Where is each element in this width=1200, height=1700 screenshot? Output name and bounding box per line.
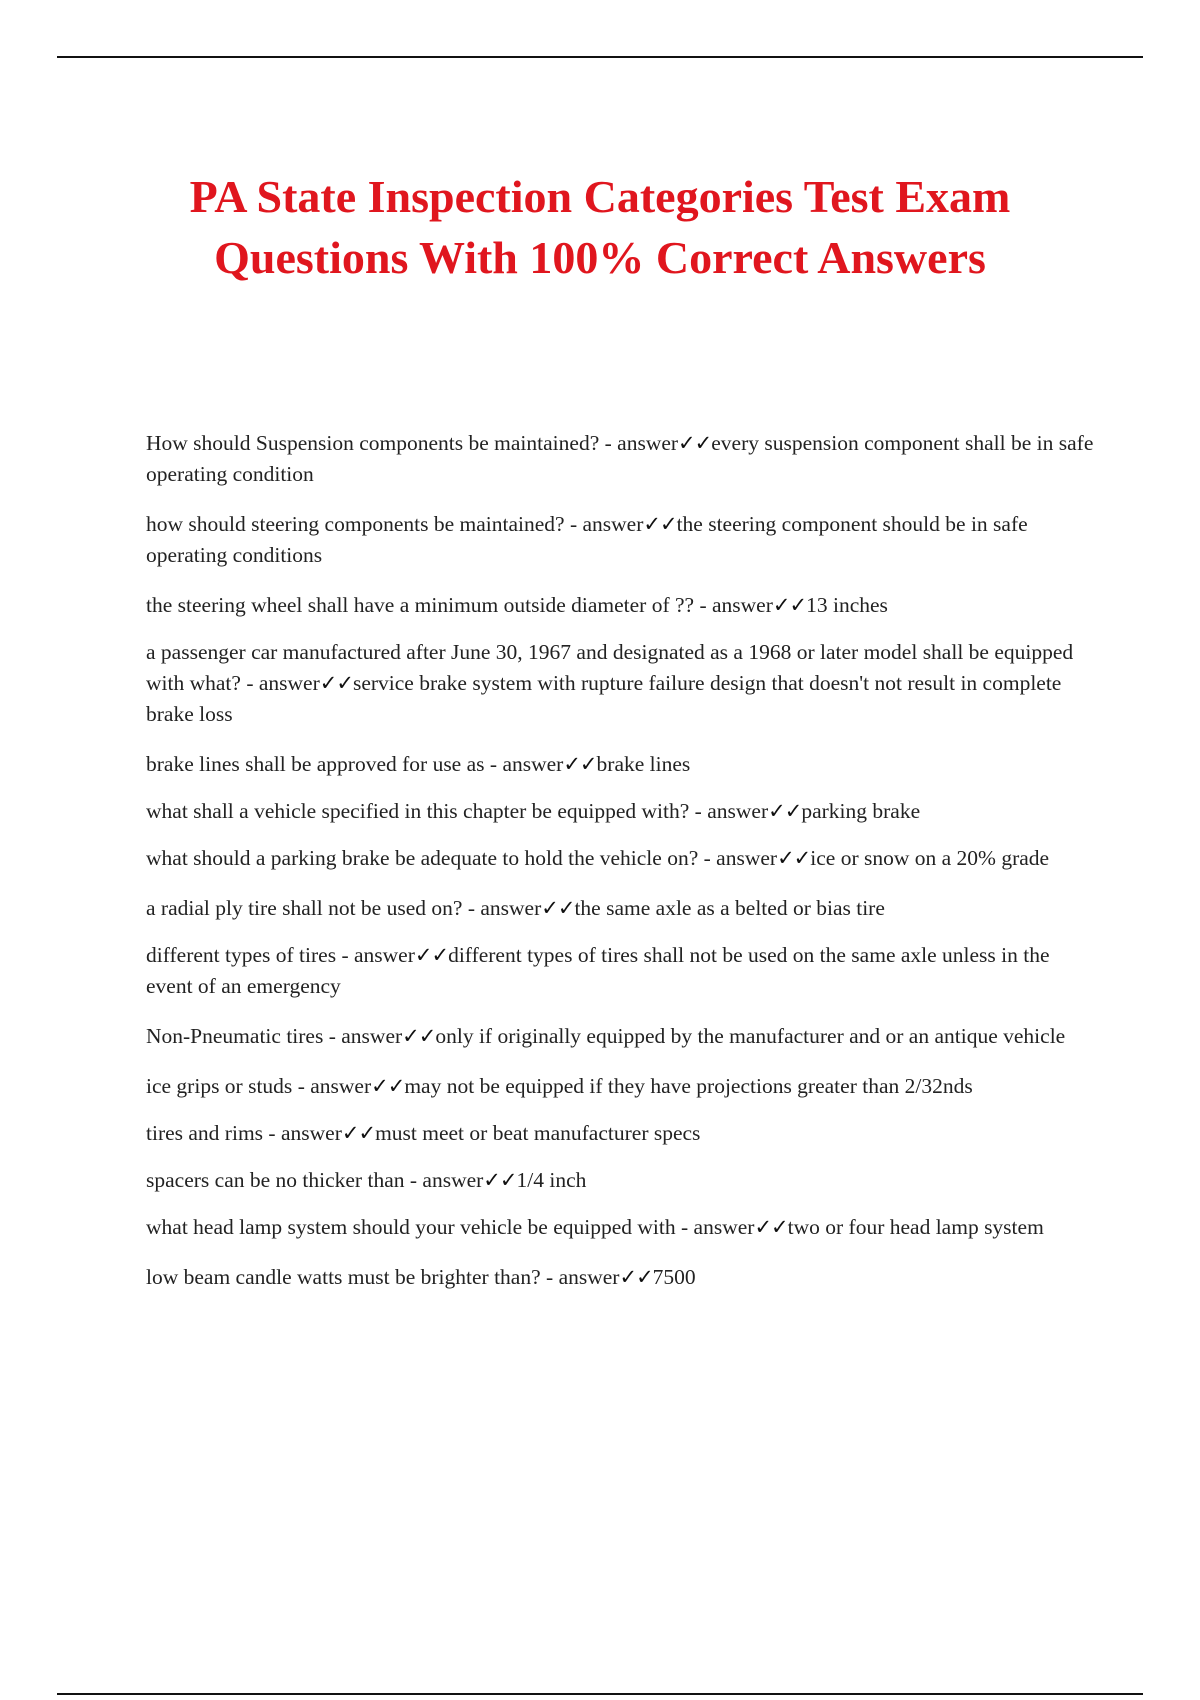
separator: - <box>263 1121 281 1145</box>
answer-text: brake lines <box>596 752 691 776</box>
answer-label: answer <box>353 943 415 967</box>
bottom-rule <box>57 1693 1143 1695</box>
answer-text: must meet or beat manufacturer specs <box>375 1121 701 1145</box>
question-text: ice grips or studs <box>146 1074 293 1098</box>
qa-item <box>146 843 1101 874</box>
double-check-icon: ✓✓ <box>643 512 677 536</box>
qa-item <box>146 749 1101 780</box>
question-text: the steering wheel shall have a minimum outside diameter of ?? <box>146 593 695 617</box>
separator: - <box>689 799 708 823</box>
double-check-icon: ✓✓ <box>754 1215 788 1239</box>
separator: - <box>404 1168 423 1192</box>
document-title <box>100 166 1100 288</box>
answer-label: answer <box>310 1074 372 1098</box>
qa-item <box>146 637 1101 730</box>
answer-label: answer <box>280 1121 342 1145</box>
question-text: How should Suspension components be maintained? <box>146 431 600 455</box>
question-text: what head lamp system should your vehicle be equipped with <box>146 1215 676 1239</box>
separator: - <box>323 1024 342 1048</box>
answer-text: ice or snow on a 20% grade <box>810 846 1050 870</box>
answer-label: answer <box>582 512 644 536</box>
answer-text: only if originally equipped by the manufacturer and or an antique vehicle <box>435 1024 1066 1048</box>
double-check-icon: ✓✓ <box>371 1074 405 1098</box>
double-check-icon: ✓✓ <box>402 1024 436 1048</box>
answer-label: answer <box>258 671 320 695</box>
answer-text: every suspension component shall be in safe operating condition <box>146 431 1094 486</box>
question-text: a passenger car manufactured after June 30, 1967 and designated as a 1968 or later model shall be equipped with what? <box>146 640 1074 695</box>
double-check-icon: ✓✓ <box>563 752 597 776</box>
question-text: a radial ply tire shall not be used on? <box>146 896 463 920</box>
answer-label: answer <box>707 799 769 823</box>
top-rule <box>57 56 1143 58</box>
title-line-1: PA State Inspection Categories Test Exam <box>189 171 1011 222</box>
question-text: different types of tires <box>146 943 337 967</box>
double-check-icon: ✓✓ <box>341 1121 376 1145</box>
answer-label: answer <box>502 752 564 776</box>
answer-label: answer <box>558 1265 620 1289</box>
double-check-icon: ✓✓ <box>768 799 802 823</box>
qa-item <box>146 940 1101 1002</box>
answer-text: 13 inches <box>806 593 888 617</box>
double-check-icon: ✓✓ <box>319 671 353 695</box>
separator: - <box>599 431 618 455</box>
separator: - <box>698 846 717 870</box>
answer-label: answer <box>712 593 773 617</box>
answer-label: answer <box>716 846 778 870</box>
qa-item <box>146 428 1101 490</box>
qa-item <box>146 893 1101 924</box>
qa-item <box>146 509 1101 571</box>
answer-text: parking brake <box>801 799 921 823</box>
question-text: Non-Pneumatic tires <box>146 1024 324 1048</box>
qa-item <box>146 1118 1101 1149</box>
separator: - <box>540 1265 559 1289</box>
double-check-icon: ✓✓ <box>772 593 807 617</box>
qa-item <box>146 590 1101 621</box>
separator: - <box>462 896 481 920</box>
question-text: how should steering components be maintained? <box>146 512 565 536</box>
qa-item <box>146 1071 1101 1102</box>
separator: - <box>336 943 354 967</box>
separator: - <box>484 752 503 776</box>
question-text: spacers can be no thicker than <box>146 1168 405 1192</box>
answer-label: answer <box>422 1168 484 1192</box>
answer-label: answer <box>341 1024 403 1048</box>
qa-item <box>146 1262 1101 1293</box>
answer-text: 7500 <box>652 1265 696 1289</box>
qa-item <box>146 1021 1101 1052</box>
separator: - <box>675 1215 694 1239</box>
double-check-icon: ✓✓ <box>541 896 575 920</box>
answer-label: answer <box>617 431 679 455</box>
separator: - <box>694 593 712 617</box>
answer-text: the steering component should be in safe operating conditions <box>146 512 1028 567</box>
qa-item <box>146 1212 1101 1243</box>
question-text: what should a parking brake be adequate to hold the vehicle on? <box>146 846 699 870</box>
double-check-icon: ✓✓ <box>483 1168 517 1192</box>
answer-text: different types of tires shall not be used on the same axle unless in the event of an emergency <box>146 943 1050 998</box>
answer-text: may not be equipped if they have projections greater than 2/32nds <box>404 1074 973 1098</box>
question-text: what shall a vehicle specified in this chapter be equipped with? <box>146 799 690 823</box>
qa-list <box>146 428 1101 1309</box>
double-check-icon: ✓✓ <box>678 431 712 455</box>
question-text: low beam candle watts must be brighter than? <box>146 1265 541 1289</box>
answer-label: answer <box>480 896 542 920</box>
answer-label: answer <box>693 1215 755 1239</box>
separator: - <box>564 512 583 536</box>
question-text: brake lines shall be approved for use as <box>146 752 485 776</box>
separator: - <box>292 1074 311 1098</box>
double-check-icon: ✓✓ <box>619 1265 653 1289</box>
separator: - <box>240 671 259 695</box>
answer-text: the same axle as a belted or bias tire <box>574 896 885 920</box>
double-check-icon: ✓✓ <box>414 943 449 967</box>
answer-text: two or four head lamp system <box>787 1215 1044 1239</box>
double-check-icon: ✓✓ <box>777 846 811 870</box>
answer-text: 1/4 inch <box>516 1168 587 1192</box>
qa-item <box>146 1165 1101 1196</box>
title-line-2: Questions With 100% Correct Answers <box>214 232 986 283</box>
qa-item <box>146 796 1101 827</box>
question-text: tires and rims <box>146 1121 264 1145</box>
answer-text: service brake system with rupture failure design that doesn't not result in complete brake loss <box>146 671 1062 726</box>
